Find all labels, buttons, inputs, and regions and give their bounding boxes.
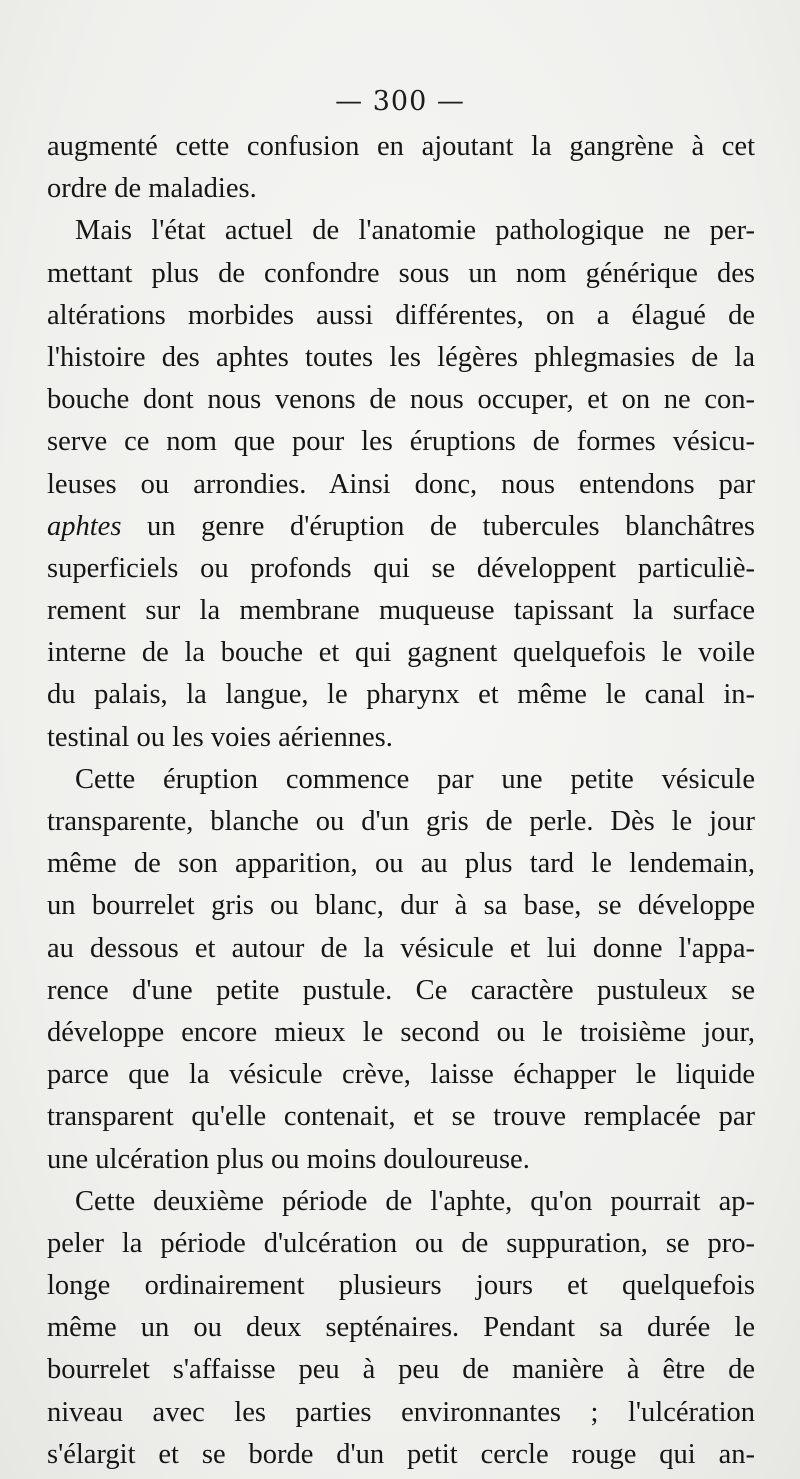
text-line: l'histoire des aphtes toutes les légères phlegmasies de la <box>47 341 755 373</box>
page-number: — 300 — <box>335 86 465 117</box>
italic-term: aphtes <box>47 510 122 542</box>
text-line: rement sur la membrane muqueuse tapissant la surface <box>47 595 755 627</box>
text-line: mettant plus de confondre sous un nom générique des <box>47 257 755 289</box>
text-line: développe encore mieux le second ou le troisième jour, <box>47 1016 755 1048</box>
body-text <box>47 126 755 1476</box>
text-line: même un ou deux septénaires. Pendant sa durée le <box>47 1312 755 1344</box>
text-line: Cette deuxième période de l'aphte, qu'on pourrait ap- <box>75 1185 755 1217</box>
text-line-rest: un genre d'éruption de tubercules blanchâtres <box>147 510 756 542</box>
text-line: transparent qu'elle contenait, et se trouve remplacée par <box>47 1101 755 1133</box>
text-line: du palais, la langue, le pharynx et même le canal in- <box>47 679 755 711</box>
text-line: au dessous et autour de la vésicule et lui donne l'appa- <box>47 932 755 964</box>
text-line: altérations morbides aussi différentes, on a élagué de <box>47 299 755 331</box>
text-line: niveau avec les parties environnantes ; l'ulcération <box>47 1396 755 1428</box>
text-line: parce que la vésicule crève, laisse échapper le liquide <box>47 1059 755 1091</box>
text-line: testinal ou les voies aériennes. <box>47 721 393 753</box>
text-line: augmenté cette confusion en ajoutant la gangrène à cet <box>47 131 755 162</box>
text-line: un bourrelet gris ou blanc, dur à sa base, se développe <box>47 890 755 922</box>
text-line: transparente, blanche ou d'un gris de perle. Dès le jour <box>47 806 755 837</box>
text-line: peler la période d'ulcération ou de suppuration, se pro- <box>47 1227 755 1259</box>
text-line: interne de la bouche et qui gagnent quelquefois le voile <box>47 637 755 669</box>
text-line: serve ce nom que pour les éruptions de formes vésicu- <box>47 426 755 458</box>
text-line: longe ordinairement plusieurs jours et quelquefois <box>47 1270 755 1302</box>
text-line: s'élargit et se borde d'un petit cercle rouge qui an- <box>47 1438 755 1470</box>
text-line: rence d'une petite pustule. Ce caractère pustuleux se <box>47 974 755 1006</box>
text-line: bouche dont nous venons de nous occuper, et on ne con- <box>47 384 755 416</box>
text-line: une ulcération plus ou moins douloureuse. <box>47 1143 530 1175</box>
text-line-with-italic <box>47 506 755 548</box>
text-line: superficiels ou profonds qui se développent particuliè- <box>47 552 755 584</box>
text-line: ordre de maladies. <box>47 173 257 205</box>
text-line: même de son apparition, ou au plus tard le lendemain, <box>47 848 755 880</box>
text-line: bourrelet s'affaisse peu à peu de manière à être de <box>47 1354 755 1386</box>
text-line: Mais l'état actuel de l'anatomie pathologique ne per- <box>75 215 755 247</box>
text-line: Cette éruption commence par une petite vésicule <box>75 763 755 795</box>
text-line: leuses ou arrondies. Ainsi donc, nous entendons par <box>47 468 755 500</box>
